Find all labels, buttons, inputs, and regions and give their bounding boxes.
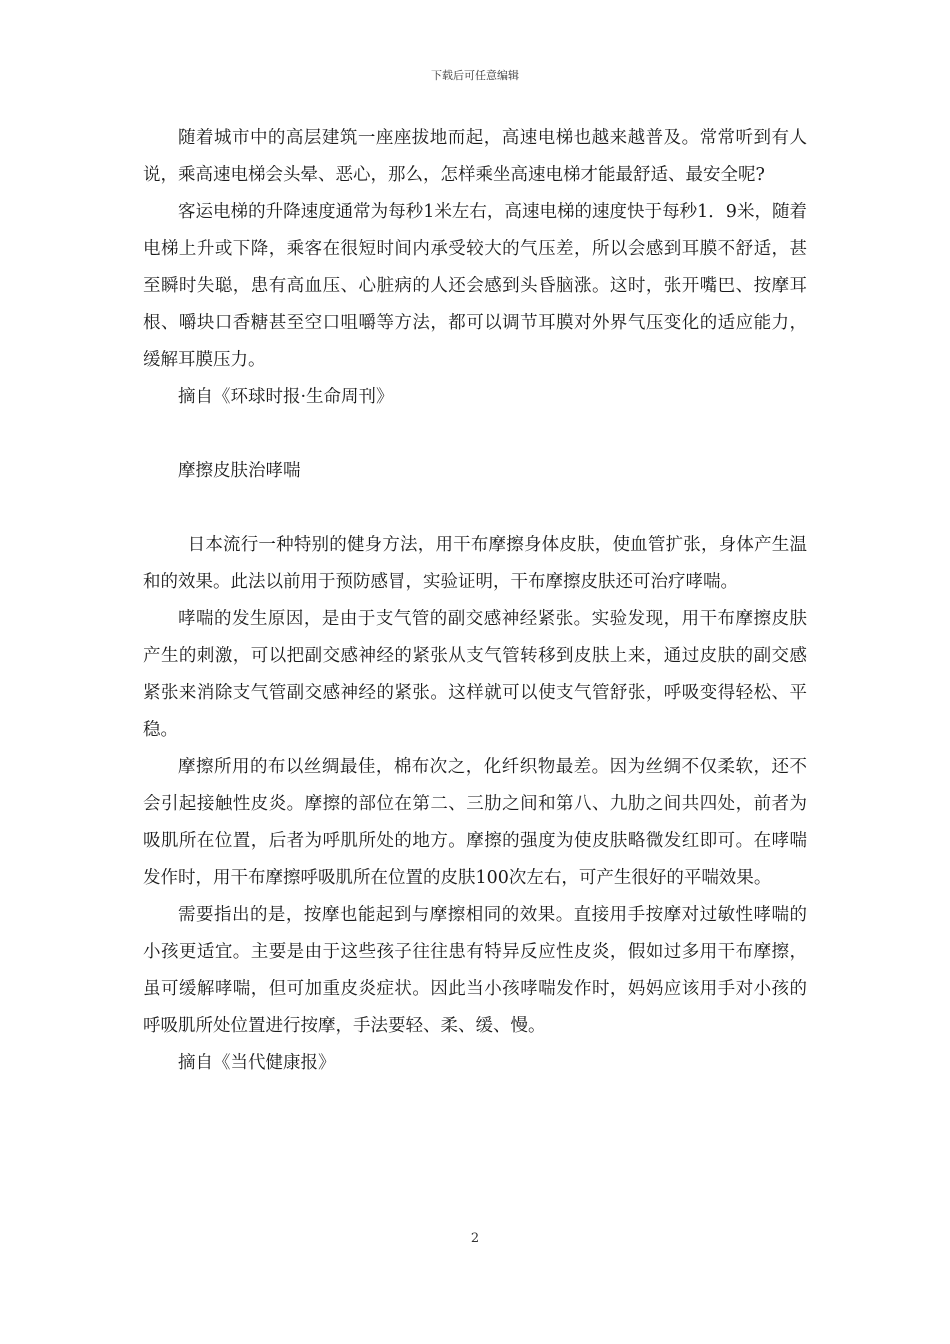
page-header: 下载后可任意编辑 (431, 69, 519, 82)
article2-paragraph-3: 摩擦所用的布以丝绸最佳，棉布次之，化纤织物最差。因为丝绸不仅柔软，还不会引起接触性皮炎。摩擦的部位在第二、三肋之间和第八、九肋之间共四处，前者为吸肌所在位置，后者为呼肌所处的地方。摩擦的强度为使皮肤略微发红即可。在哮喘发作时，用干布摩擦呼吸肌所在位置的皮肤100次左右，可产生很好的平喘效果。 (143, 757, 807, 888)
article2-paragraph-4: 需要指出的是，按摩也能起到与摩擦相同的效果。直接用手按摩对过敏性哮喘的小孩更适宜。主要是由于这些孩子往往患有特异反应性皮炎，假如过多用干布摩擦，虽可缓解哮喘，但可加重皮炎症状。因此当小孩哮喘发作时，妈妈应该用手对小孩的呼吸肌所处位置进行按摩，手法要轻、柔、缓、慢。 (143, 905, 807, 1036)
article1-paragraph-1: 随着城市中的高层建筑一座座拔地而起，高速电梯也越来越普及。常常听到有人说，乘高速电梯会头晕、恶心，那么，怎样乘坐高速电梯才能最舒适、最安全呢? (143, 128, 807, 185)
article1-source: 摘自《环球时报·生命周刊》 (178, 387, 394, 407)
page-number: 2 (470, 1231, 480, 1246)
article2-paragraph-1: 日本流行一种特别的健身方法，用干布摩擦身体皮肤，使血管扩张，身体产生温和的效果。此法以前用于预防感冒，实验证明，干布摩擦皮肤还可治疗哮喘。 (143, 535, 807, 592)
article2-paragraph-2: 哮喘的发生原因，是由于支气管的副交感神经紧张。实验发现，用干布摩擦皮肤产生的刺激，可以把副交感神经的紧张从支气管转移到皮肤上来，通过皮肤的副交感紧张来消除支气管副交感神经的紧张。这样就可以使支气管舒张，呼吸变得轻松、平稳。 (143, 609, 807, 740)
article1-paragraph-2: 客运电梯的升降速度通常为每秒1米左右，高速电梯的速度快于每秒1．9米，随着电梯上升或下降，乘客在很短时间内承受较大的气压差，所以会感到耳膜不舒适，甚至瞬时失聪，患有高血压、心脏病的人还会感到头昏脑涨。这时，张开嘴巴、按摩耳根、嚼块口香糖甚至空口咀嚼等方法，都可以调节耳膜对外界气压变化的适应能力，缓解耳膜压力。 (143, 202, 807, 370)
article2-source: 摘自《当代健康报》 (178, 1053, 336, 1073)
article2-title: 摩擦皮肤治哮喘 (178, 461, 301, 481)
page-content (143, 120, 807, 1082)
